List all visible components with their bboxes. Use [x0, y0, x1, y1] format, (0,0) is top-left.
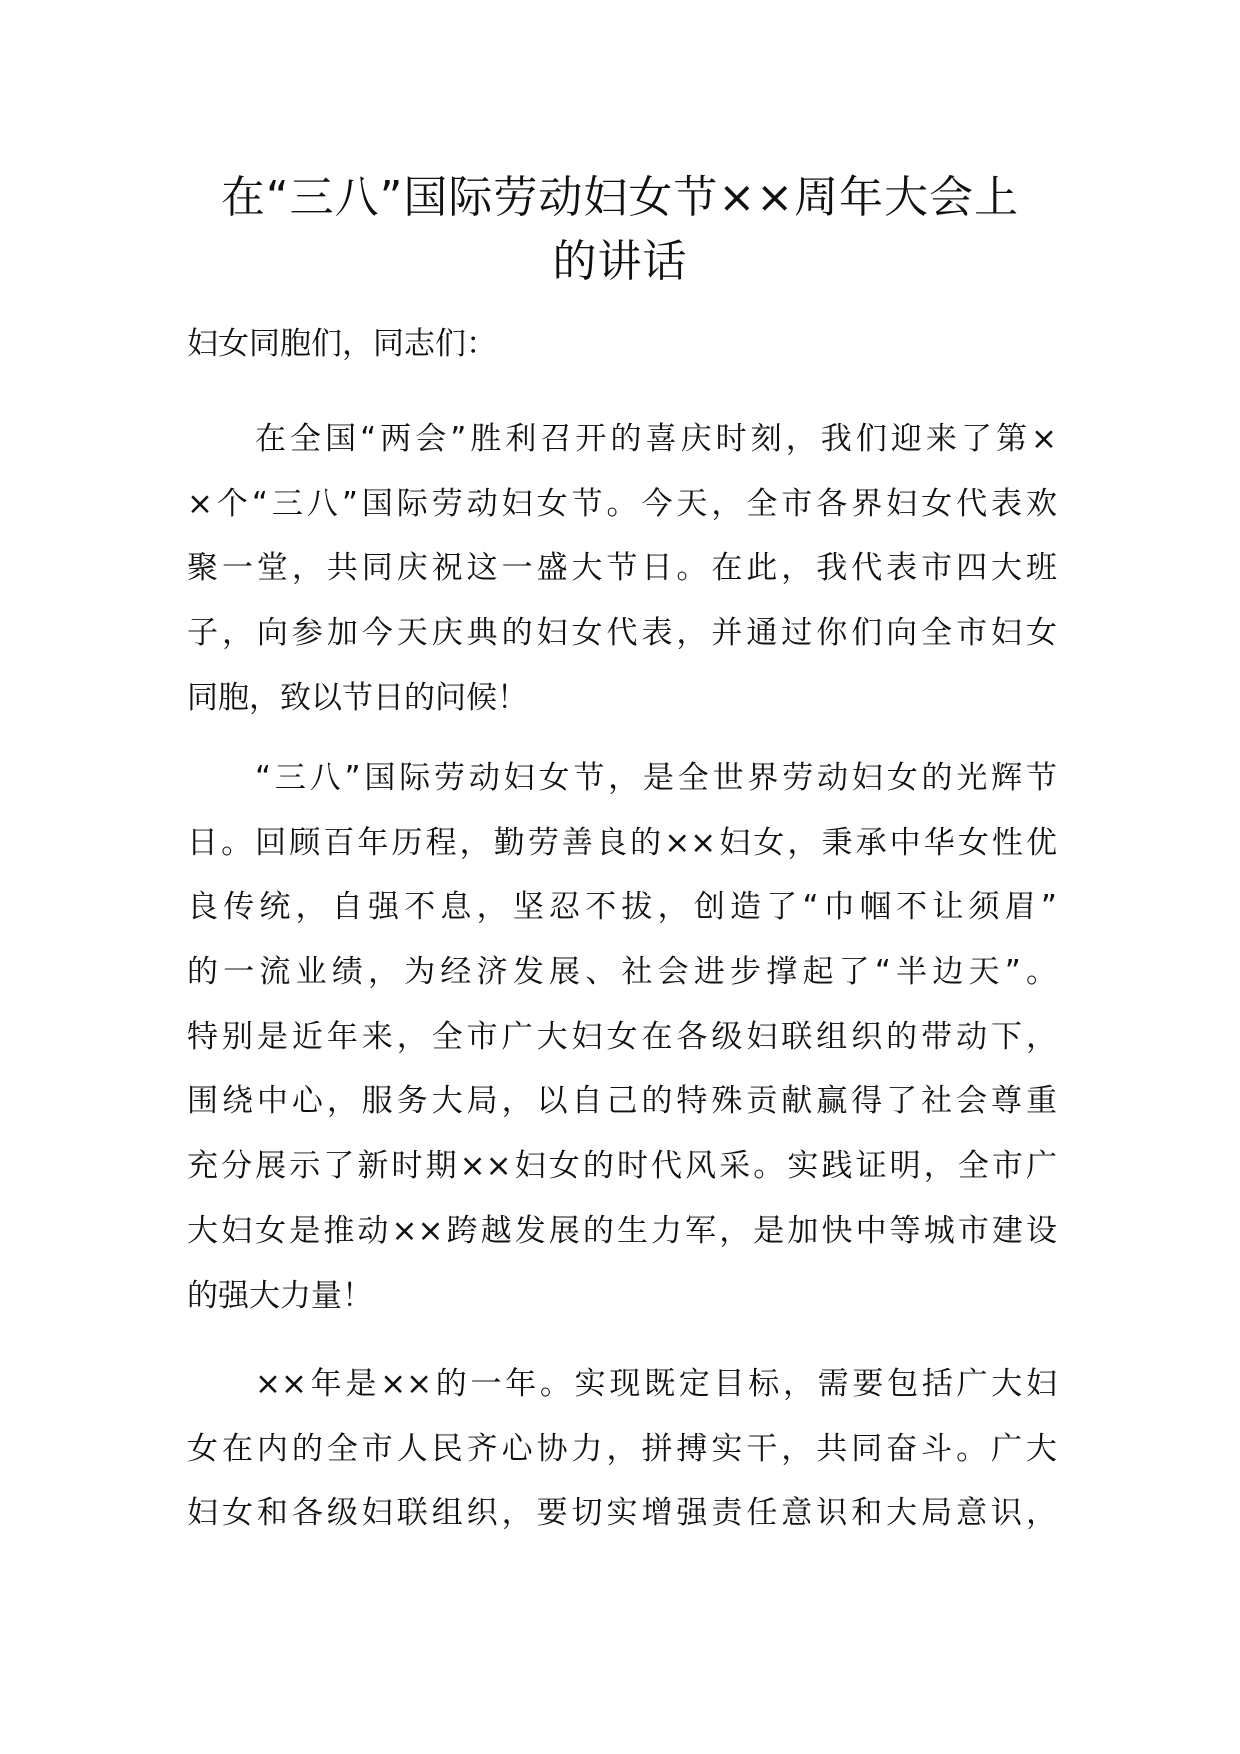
- paragraph-line: 大妇女是推动××跨越发展的生力军，是加快中等城市建设: [187, 1212, 1057, 1249]
- paragraph-line: 良传统，自强不息，坚忍不拔，创造了“巾帼不让须眉”: [187, 889, 1057, 926]
- paragraph-line: 女在内的全市人民齐心协力，拼搏实干，共同奋斗。广大: [187, 1430, 1057, 1467]
- paragraph-line: “三八”国际劳动妇女节，是全世界劳动妇女的光辉节: [255, 760, 1057, 796]
- paragraph-line: 妇女和各级妇联组织，要切实增强责任意识和大局意识，: [187, 1495, 1057, 1532]
- paragraph-line: 日。回顾百年历程，勤劳善良的××妇女，秉承中华女性优: [187, 824, 1057, 861]
- document-title: [180, 166, 1060, 294]
- paragraph-line: ××年是××的一年。实现既定目标，需要包括广大妇: [255, 1366, 1057, 1402]
- paragraph-line: 特别是近年来，全市广大妇女在各级妇联组织的带动下，: [187, 1018, 1057, 1055]
- paragraph-line: 聚一堂，共同庆祝这一盛大节日。在此，我代表市四大班: [187, 550, 1057, 587]
- body-paragraph: [187, 1352, 1057, 1546]
- paragraph-line: 的强大力量！: [187, 1277, 373, 1314]
- paragraph-line: ×个“三八”国际劳动妇女节。今天，全市各界妇女代表欢: [187, 485, 1057, 522]
- salutation: 妇女同胞们，同志们：: [187, 326, 497, 362]
- paragraph-line: 在全国“两会”胜利召开的喜庆时刻，我们迎来了第×: [255, 421, 1057, 457]
- paragraph-line: 围绕中心，服务大局，以自己的特殊贡献赢得了社会尊重: [187, 1083, 1057, 1120]
- body-paragraph: [187, 407, 1057, 730]
- title-line: 的讲话: [552, 236, 688, 287]
- paragraph-line: 的一流业绩，为经济发展、社会进步撑起了“半边天”。: [187, 954, 1057, 991]
- paragraph-line: 子，向参加今天庆典的妇女代表，并通过你们向全市妇女: [187, 615, 1057, 652]
- paragraph-line: 同胞，致以节日的问候！: [187, 679, 528, 716]
- paragraph-line: 充分展示了新时期××妇女的时代风采。实践证明，全市广: [187, 1148, 1057, 1185]
- title-line: 在“三八”国际劳动妇女节××周年大会上: [220, 172, 1020, 223]
- body-paragraph: [187, 746, 1057, 1328]
